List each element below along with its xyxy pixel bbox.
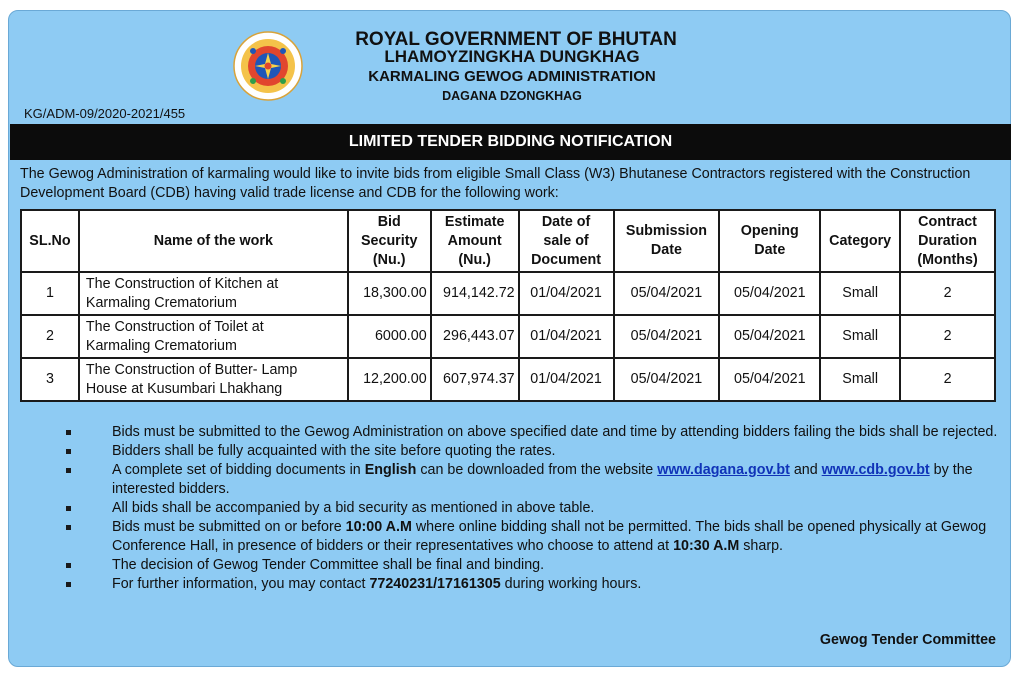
signature-committee: Gewog Tender Committee xyxy=(819,632,996,648)
cell-category: Small xyxy=(820,315,900,358)
table-header-row xyxy=(21,210,995,272)
cell-opening-date: 05/04/2021 xyxy=(719,358,820,401)
cell-duration: 2 xyxy=(900,358,995,401)
col-bid-security: Bid Security (Nu.) xyxy=(348,210,431,272)
notification-banner: LIMITED TENDER BIDDING NOTIFICATION xyxy=(10,124,1011,160)
cell-sale-date: 01/04/2021 xyxy=(519,315,614,358)
bullet-square-icon xyxy=(66,449,71,454)
col-sl: SL.No xyxy=(21,210,79,272)
tender-table xyxy=(20,209,996,402)
list-item: Bidders shall be fully acquainted with the site before quoting the rates. xyxy=(62,442,1002,461)
list-item: All bids shall be accompanied by a bid security as mentioned in above table. xyxy=(62,499,1002,518)
cell-submission-date: 05/04/2021 xyxy=(614,272,720,315)
header-dzongkhag: DAGANA DZONGKHAG xyxy=(442,89,582,103)
bullet-square-icon xyxy=(66,430,71,435)
cdb-website-link[interactable]: www.cdb.gov.bt xyxy=(821,462,930,478)
cell-duration: 2 xyxy=(900,315,995,358)
table-row xyxy=(21,315,995,358)
col-submission-date: Submission Date xyxy=(614,210,720,272)
header-title: ROYAL GOVERNMENT OF BHUTAN xyxy=(355,29,677,50)
cell-name: The Construction of Butter- Lamp House at Kusumbari Lhakhang xyxy=(79,358,348,401)
bullet-square-icon xyxy=(66,582,71,587)
bullet-square-icon xyxy=(66,525,71,530)
col-duration: Contract Duration (Months) xyxy=(900,210,995,272)
cell-sale-date: 01/04/2021 xyxy=(519,358,614,401)
list-item: The decision of Gewog Tender Committee shall be final and binding. xyxy=(62,556,1002,575)
bullet-square-icon xyxy=(66,506,71,511)
table-row xyxy=(21,358,995,401)
cell-opening-date: 05/04/2021 xyxy=(719,272,820,315)
table-row xyxy=(21,272,995,315)
col-sale-date: Date of sale of Document xyxy=(519,210,614,272)
cell-name: The Construction of Kitchen at Karmaling Crematorium xyxy=(79,272,348,315)
list-item: Bids must be submitted to the Gewog Administration on above specified date and time by attending bidders failing the bids shall be rejected. xyxy=(62,423,1002,442)
col-estimate: Estimate Amount (Nu.) xyxy=(431,210,519,272)
cell-submission-date: 05/04/2021 xyxy=(614,358,720,401)
cell-estimate: 296,443.07 xyxy=(431,315,519,358)
bullet-square-icon xyxy=(66,563,71,568)
dagana-website-link[interactable]: www.dagana.gov.bt xyxy=(657,462,790,478)
cell-bid-security: 12,200.00 xyxy=(348,358,431,401)
cell-bid-security: 6000.00 xyxy=(348,315,431,358)
col-name: Name of the work xyxy=(79,210,348,272)
col-category: Category xyxy=(820,210,900,272)
list-item: Bids must be submitted on or before 10:00 A.M where online bidding shall not be permitted. The bids shall be opened physically at Gewog Conference Hall, in presence of bidders or their representatives who choose to attend at 10:30 A.M sharp. xyxy=(62,518,1002,556)
list-item: For further information, you may contact 77240231/17161305 during working hours. xyxy=(62,575,1002,594)
cell-estimate: 607,974.37 xyxy=(431,358,519,401)
cell-submission-date: 05/04/2021 xyxy=(614,315,720,358)
bullet-square-icon xyxy=(66,468,71,473)
cell-category: Small xyxy=(820,358,900,401)
cell-opening-date: 05/04/2021 xyxy=(719,315,820,358)
cell-estimate: 914,142.72 xyxy=(431,272,519,315)
conditions-list xyxy=(62,423,1002,594)
reference-number: KG/ADM-09/2020-2021/455 xyxy=(24,106,186,121)
cell-sl: 1 xyxy=(21,272,79,315)
cell-sale-date: 01/04/2021 xyxy=(519,272,614,315)
cell-bid-security: 18,300.00 xyxy=(348,272,431,315)
cell-name: The Construction of Toilet at Karmaling Crematorium xyxy=(79,315,348,358)
header-dungkhag: LHAMOYZINGKHA DUNGKHAG xyxy=(384,47,640,66)
cell-sl: 3 xyxy=(21,358,79,401)
cell-sl: 2 xyxy=(21,315,79,358)
cell-duration: 2 xyxy=(900,272,995,315)
header-gewog: KARMALING GEWOG ADMINISTRATION xyxy=(368,68,656,85)
col-opening-date: Opening Date xyxy=(719,210,820,272)
list-item: A complete set of bidding documents in English can be downloaded from the website www.dagana.gov.bt and www.cdb.gov.bt by the interested bidders. xyxy=(62,461,1002,499)
intro-paragraph: The Gewog Administration of karmaling would like to invite bids from eligible Small Class (W3) Bhutanese Contractors registered with the Construction Development Board (CDB) having valid trade license and CDB for the following work: xyxy=(20,166,971,201)
cell-category: Small xyxy=(820,272,900,315)
